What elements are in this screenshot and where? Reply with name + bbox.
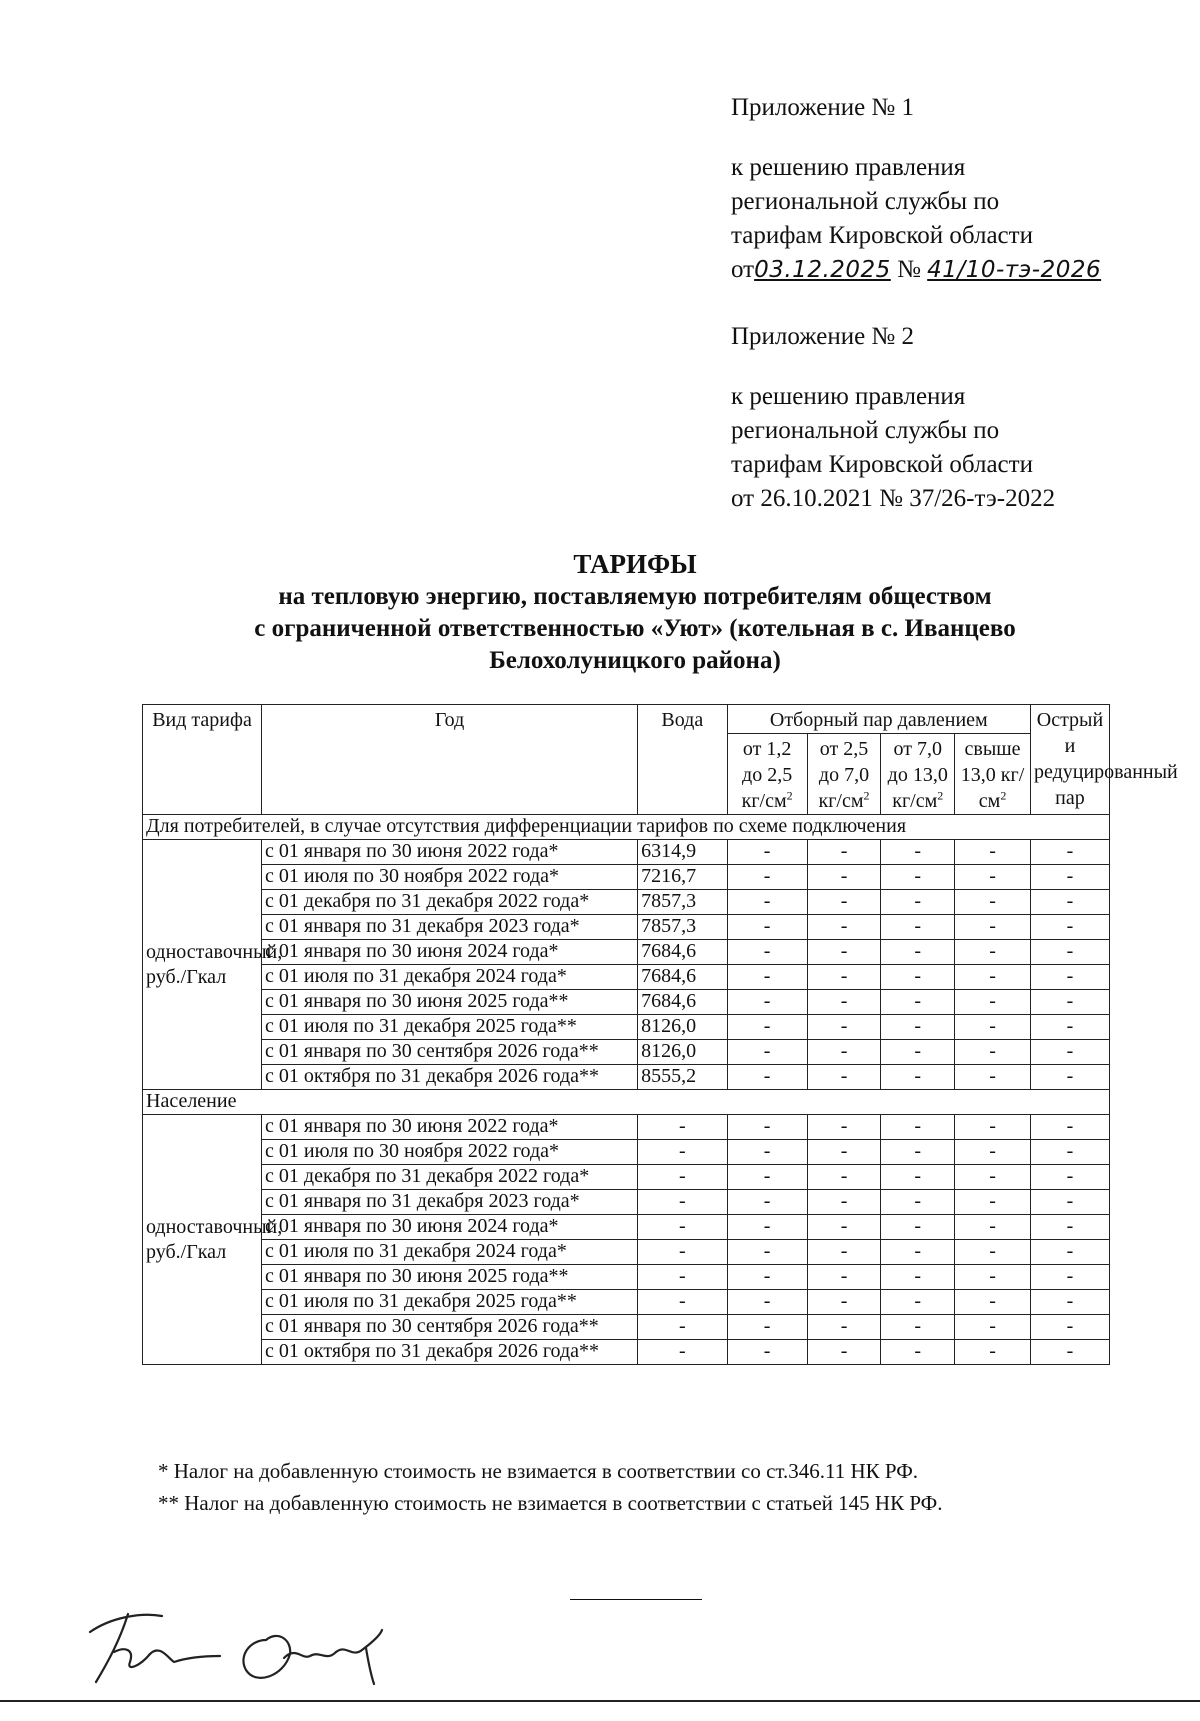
footnote-1: * Налог на добавленную стоимость не взимается в соответствии со ст.346.11 НК РФ. [158, 1459, 919, 1483]
section-row [143, 815, 1110, 840]
water-value-cell: 7684,6 [638, 965, 728, 990]
steam-value-cell: - [881, 940, 955, 965]
steam-value-cell: - [727, 915, 807, 940]
appendix-2-line-3: тарифам Кировской области [731, 451, 1033, 478]
steam-value-cell: - [727, 1190, 807, 1215]
table-row [143, 1265, 1110, 1290]
steam-value-cell: - [1030, 1140, 1109, 1165]
steam-value-cell: - [881, 990, 955, 1015]
period-cell: с 01 июля по 31 декабря 2025 года** [262, 1290, 638, 1315]
steam-value-cell: - [727, 940, 807, 965]
tariff-kind-cell: одноставочный, руб./Гкал [143, 840, 262, 1090]
water-value-cell: - [638, 1340, 728, 1365]
water-value-cell: 8126,0 [638, 1015, 728, 1040]
steam-value-cell: - [807, 1165, 881, 1190]
steam-value-cell: - [1030, 940, 1109, 965]
table-row [143, 1190, 1110, 1215]
steam-value-cell: - [955, 1315, 1031, 1340]
water-value-cell: 7857,3 [638, 890, 728, 915]
appendix-2-line-2: региональной службы по [731, 417, 1000, 444]
handwritten-signatures [70, 1600, 410, 1695]
appendix-1-date-line [731, 253, 1151, 287]
steam-value-cell: - [1030, 1265, 1109, 1290]
steam-value-cell: - [955, 1040, 1031, 1065]
steam-value-cell: - [727, 865, 807, 890]
steam-value-cell: - [881, 1165, 955, 1190]
steam-value-cell: - [727, 1165, 807, 1190]
steam-value-cell: - [807, 965, 881, 990]
steam-value-cell: - [955, 890, 1031, 915]
steam-value-cell: - [881, 1140, 955, 1165]
steam-value-cell: - [1030, 1165, 1109, 1190]
steam-value-cell: - [881, 1190, 955, 1215]
steam-value-cell: - [727, 1140, 807, 1165]
water-value-cell: - [638, 1140, 728, 1165]
steam-value-cell: - [727, 1015, 807, 1040]
header-steam: Отборный пар давлением [727, 705, 1030, 734]
steam-value-cell: - [1030, 1315, 1109, 1340]
appendix-1-title: Приложение № 1 [731, 94, 915, 121]
section-title: Для потребителей, в случае отсутствия дифференциации тарифов по схеме подключения [143, 815, 1110, 840]
table-row [143, 840, 1110, 865]
period-cell: с 01 июля по 31 декабря 2025 года** [262, 1015, 638, 1040]
table-row [143, 915, 1110, 940]
table-row [143, 1040, 1110, 1065]
period-cell: с 01 января по 30 сентября 2026 года** [262, 1315, 638, 1340]
date-prefix: от [731, 256, 755, 283]
period-cell: с 01 октября по 31 декабря 2026 года** [262, 1065, 638, 1090]
steam-value-cell: - [955, 1065, 1031, 1090]
steam-value-cell: - [1030, 1115, 1109, 1140]
appendix-2-line-1: к решению правления [731, 383, 966, 410]
appendix-2-date-line: от 26.10.2021 № 37/26-тэ-2022 [731, 485, 1056, 512]
steam-value-cell: - [807, 1015, 881, 1040]
steam-value-cell: - [1030, 1240, 1109, 1265]
table-row [143, 1115, 1110, 1140]
steam-value-cell: - [807, 1340, 881, 1365]
steam-value-cell: - [1030, 865, 1109, 890]
steam-value-cell: - [955, 940, 1031, 965]
header-year: Год [262, 705, 638, 815]
steam-value-cell: - [727, 1215, 807, 1240]
steam-value-cell: - [727, 1040, 807, 1065]
steam-value-cell: - [955, 1265, 1031, 1290]
steam-value-cell: - [727, 1115, 807, 1140]
steam-value-cell: - [955, 1215, 1031, 1240]
table-row [143, 1165, 1110, 1190]
steam-value-cell: - [881, 1015, 955, 1040]
steam-value-cell: - [727, 1265, 807, 1290]
period-cell: с 01 октября по 31 декабря 2026 года** [262, 1340, 638, 1365]
water-value-cell: - [638, 1215, 728, 1240]
header-steam-2: от 2,5 до 7,0 $кг/см^2$ [807, 734, 881, 815]
subtitle-line-1: на тепловую энергию, поставляемую потребителям обществом [278, 583, 992, 610]
steam-value-cell: - [955, 1190, 1031, 1215]
steam-value-cell: - [807, 1240, 881, 1265]
steam-value-cell: - [807, 990, 881, 1015]
table-row [143, 990, 1110, 1015]
document-heading [140, 547, 1130, 677]
table-row [143, 1340, 1110, 1365]
steam-value-cell: - [881, 1215, 955, 1240]
steam-value-cell: - [807, 1315, 881, 1340]
separator-line [570, 1599, 702, 1600]
steam-value-cell: - [1030, 1340, 1109, 1365]
steam-value-cell: - [881, 1240, 955, 1265]
section-row [143, 1090, 1110, 1115]
steam-value-cell: - [881, 1340, 955, 1365]
steam-value-cell: - [1030, 1065, 1109, 1090]
number-prefix: № [897, 256, 921, 283]
steam-value-cell: - [881, 1065, 955, 1090]
table-row [143, 1290, 1110, 1315]
steam-value-cell: - [807, 915, 881, 940]
steam-value-cell: - [881, 1115, 955, 1140]
steam-value-cell: - [1030, 965, 1109, 990]
water-value-cell: 8126,0 [638, 1040, 728, 1065]
steam-value-cell: - [955, 840, 1031, 865]
steam-value-cell: - [727, 1065, 807, 1090]
period-cell: с 01 января по 31 декабря 2023 года* [262, 1190, 638, 1215]
steam-value-cell: - [807, 865, 881, 890]
header-steam-1: от 1,2 до 2,5 $кг/см^2$ [727, 734, 807, 815]
water-value-cell: 7216,7 [638, 865, 728, 890]
handwritten-number: 41/10-тэ-2026 [927, 257, 1102, 283]
steam-value-cell: - [1030, 890, 1109, 915]
subtitle-line-3: Белохолуницкого района) [489, 647, 781, 674]
steam-value-cell: - [727, 1340, 807, 1365]
steam-value-cell: - [1030, 915, 1109, 940]
header-sharp-steam: Острый и редуцированный пар [1030, 705, 1109, 815]
steam-value-cell: - [955, 1115, 1031, 1140]
appendix-1-line-3: тарифам Кировской области [731, 222, 1033, 249]
handwritten-date: 03.12.2025 [754, 257, 891, 283]
steam-value-cell: - [881, 1290, 955, 1315]
steam-value-cell: - [807, 1190, 881, 1215]
steam-value-cell: - [727, 1315, 807, 1340]
period-cell: с 01 января по 30 июня 2024 года* [262, 940, 638, 965]
document-title: ТАРИФЫ [573, 549, 697, 579]
water-value-cell: 8555,2 [638, 1065, 728, 1090]
steam-value-cell: - [807, 1115, 881, 1140]
footnote-2: ** Налог на добавленную стоимость не взимается в соответствии с статьей 145 НК РФ. [158, 1491, 943, 1515]
steam-value-cell: - [881, 840, 955, 865]
steam-value-cell: - [955, 865, 1031, 890]
steam-value-cell: - [807, 940, 881, 965]
steam-value-cell: - [881, 1265, 955, 1290]
tariff-table [142, 704, 1178, 1365]
water-value-cell: - [638, 1240, 728, 1265]
tariff-table-body [143, 815, 1110, 1365]
steam-value-cell: - [807, 1065, 881, 1090]
header-kind: Вид тарифа [143, 705, 262, 815]
steam-value-cell: - [881, 965, 955, 990]
period-cell: с 01 июля по 31 декабря 2024 года* [262, 1240, 638, 1265]
steam-value-cell: - [955, 1290, 1031, 1315]
period-cell: с 01 января по 30 июня 2022 года* [262, 1115, 638, 1140]
steam-value-cell: - [881, 1315, 955, 1340]
water-value-cell: - [638, 1115, 728, 1140]
appendix-2-block [731, 320, 1151, 516]
steam-value-cell: - [881, 1040, 955, 1065]
steam-value-cell: - [727, 965, 807, 990]
steam-value-cell: - [807, 890, 881, 915]
steam-value-cell: - [727, 840, 807, 865]
water-value-cell: 6314,9 [638, 840, 728, 865]
water-value-cell: - [638, 1265, 728, 1290]
steam-value-cell: - [807, 1290, 881, 1315]
water-value-cell: 7684,6 [638, 940, 728, 965]
steam-value-cell: - [955, 1240, 1031, 1265]
water-value-cell: 7684,6 [638, 990, 728, 1015]
steam-value-cell: - [727, 990, 807, 1015]
period-cell: с 01 января по 30 июня 2025 года** [262, 1265, 638, 1290]
steam-value-cell: - [881, 865, 955, 890]
steam-value-cell: - [955, 1015, 1031, 1040]
steam-value-cell: - [727, 1240, 807, 1265]
steam-value-cell: - [881, 915, 955, 940]
water-value-cell: 7857,3 [638, 915, 728, 940]
steam-value-cell: - [807, 1215, 881, 1240]
table-row [143, 1315, 1110, 1340]
table-row [143, 1240, 1110, 1265]
period-cell: с 01 июля по 30 ноября 2022 года* [262, 865, 638, 890]
steam-value-cell: - [1030, 1015, 1109, 1040]
steam-value-cell: - [807, 1040, 881, 1065]
period-cell: с 01 декабря по 31 декабря 2022 года* [262, 890, 638, 915]
steam-value-cell: - [1030, 1190, 1109, 1215]
bottom-rule [0, 1700, 1200, 1702]
period-cell: с 01 января по 30 июня 2022 года* [262, 840, 638, 865]
steam-value-cell: - [1030, 840, 1109, 865]
tariff-kind-cell: одноставочный, руб./Гкал [143, 1115, 262, 1365]
subtitle-line-2: с ограниченной ответственностью «Уют» (котельная в с. Иванцево [254, 615, 1016, 642]
steam-value-cell: - [1030, 1040, 1109, 1065]
steam-value-cell: - [807, 840, 881, 865]
steam-value-cell: - [727, 890, 807, 915]
steam-value-cell: - [955, 1165, 1031, 1190]
table-row [143, 1015, 1110, 1040]
appendix-2-title: Приложение № 2 [731, 323, 915, 350]
period-cell: с 01 января по 31 декабря 2023 года* [262, 915, 638, 940]
steam-value-cell: - [1030, 1215, 1109, 1240]
period-cell: с 01 июля по 30 ноября 2022 года* [262, 1140, 638, 1165]
period-cell: с 01 января по 30 июня 2025 года** [262, 990, 638, 1015]
water-value-cell: - [638, 1165, 728, 1190]
steam-value-cell: - [807, 1140, 881, 1165]
steam-value-cell: - [955, 1340, 1031, 1365]
table-row [143, 1065, 1110, 1090]
appendix-1-line-2: региональной службы по [731, 188, 1000, 215]
period-cell: с 01 июля по 31 декабря 2024 года* [262, 965, 638, 990]
appendix-1-line-1: к решению правления [731, 154, 966, 181]
period-cell: с 01 декабря по 31 декабря 2022 года* [262, 1165, 638, 1190]
table-row [143, 890, 1110, 915]
steam-value-cell: - [955, 990, 1031, 1015]
steam-value-cell: - [881, 890, 955, 915]
table-row [143, 1140, 1110, 1165]
section-title: Население [143, 1090, 1110, 1115]
appendix-1-block [731, 91, 1151, 287]
table-row [143, 1215, 1110, 1240]
steam-value-cell: - [955, 1140, 1031, 1165]
steam-value-cell: - [955, 965, 1031, 990]
table-row [143, 865, 1110, 890]
steam-value-cell: - [727, 1290, 807, 1315]
water-value-cell: - [638, 1290, 728, 1315]
steam-value-cell: - [955, 915, 1031, 940]
water-value-cell: - [638, 1315, 728, 1340]
steam-value-cell: - [1030, 990, 1109, 1015]
period-cell: с 01 января по 30 сентября 2026 года** [262, 1040, 638, 1065]
steam-value-cell: - [807, 1265, 881, 1290]
header-steam-4: свыше 13,0 $кг/см^2$ [955, 734, 1031, 815]
steam-value-cell: - [1030, 1290, 1109, 1315]
table-row [143, 965, 1110, 990]
table-row [143, 940, 1110, 965]
header-water: Вода [638, 705, 728, 815]
period-cell: с 01 января по 30 июня 2024 года* [262, 1215, 638, 1240]
header-steam-3: от 7,0 до 13,0 $кг/см^2$ [881, 734, 955, 815]
water-value-cell: - [638, 1190, 728, 1215]
footnotes [158, 1455, 1118, 1519]
